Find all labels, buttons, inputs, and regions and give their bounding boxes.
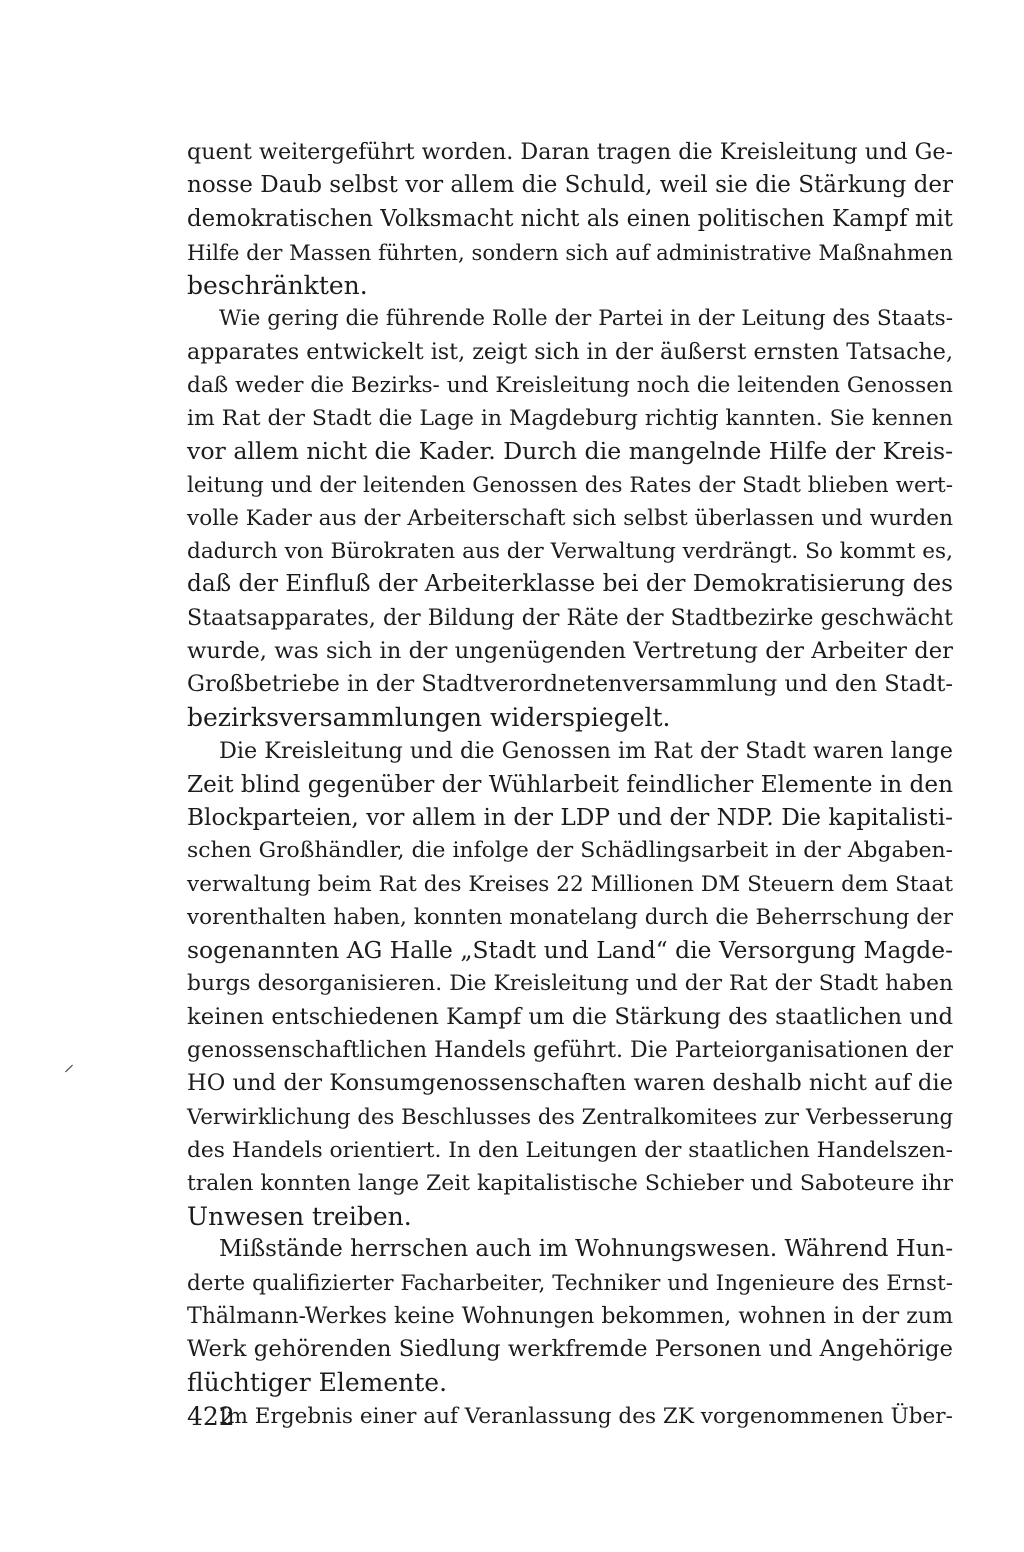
text-line: Thälmann-Werkes keine Wohnungen bekommen, wohnen in der zum [187, 1303, 953, 1329]
text-line: Unwesen treiben. [187, 1202, 412, 1231]
text-line: Verwirklichung des Beschlusses des Zentralkomitees zur Verbesserung [187, 1104, 953, 1130]
text-line: Mißstände herrschen auch im Wohnungswesen. Während Hun- [219, 1236, 954, 1263]
text-line: sogenannten AG Halle „Stadt und Land“ die Versorgung Magde- [187, 936, 953, 964]
text-line: apparates entwickelt ist, zeigt sich in der äußerst ernsten Tatsache, [187, 338, 953, 365]
text-line: Hilfe der Massen führten, sondern sich auf administrative Maßnahmen [187, 239, 954, 265]
paragraph [187, 1233, 953, 1399]
text-line: Wie gering die führende Rolle der Partei in der Leitung des Staats- [219, 306, 953, 332]
margin-pencil-mark [65, 1065, 73, 1073]
text-line: Großbetriebe in der Stadtverordnetenversammlung und den Stadt- [187, 671, 954, 697]
text-line: genossenschaftlichen Handels geführt. Die Parteiorganisationen der [187, 1037, 953, 1063]
text-line: HO und der Konsumgenossenschaften waren deshalb nicht auf die [187, 1070, 953, 1096]
text-line: Staatsapparates, der Bildung der Räte der Stadtbezirke geschwächt [187, 605, 953, 631]
text-line: daß der Einfluß der Arbeiterklasse bei der Demokratisierung des [187, 571, 953, 598]
body-text [187, 136, 953, 1433]
text-line: schen Großhändler, die infolge der Schädlingsarbeit in der Abgaben- [187, 838, 953, 864]
text-line: im Rat der Stadt die Lage in Magdeburg richtig kannten. Sie kennen [187, 406, 953, 431]
paragraph [187, 735, 953, 1234]
text-line: derte qualifizierter Facharbeiter, Techniker und Ingenieure des Ernst- [187, 1270, 953, 1296]
text-line: demokratischen Volksmacht nicht als einen politischen Kampf mit [187, 205, 953, 232]
text-line: bezirksversammlungen widerspiegelt. [187, 703, 671, 733]
text-line: Im Ergebnis einer auf Veranlassung des ZK vorgenommenen Über- [219, 1403, 953, 1429]
text-line: wurde, was sich in der ungenügenden Vertretung der Arbeiter der [187, 637, 953, 664]
text-line: des Handels orientiert. In den Leitungen der staatlichen Handelszen- [187, 1137, 953, 1163]
paragraph [187, 136, 953, 302]
text-line: nosse Daub selbst vor allem die Schuld, weil sie die Stärkung der [187, 172, 953, 199]
text-line: burgs desorganisieren. Die Kreisleitung und der Rat der Stadt haben [187, 971, 953, 997]
text-line: beschränkten. [187, 271, 368, 300]
text-line: dadurch von Bürokraten aus der Verwaltung verdrängt. So kommt es, [187, 539, 953, 564]
text-line: daß weder die Bezirks- und Kreisleitung noch die leitenden Genossen [187, 372, 953, 398]
text-line: Die Kreisleitung und die Genossen im Rat der Stadt waren lange [219, 737, 953, 764]
text-line: vor allem nicht die Kader. Durch die mangelnde Hilfe der Kreis- [187, 437, 954, 466]
text-line: leitung und der leitenden Genossen des Rates der Stadt blieben wert- [187, 472, 953, 498]
text-line: vorenthalten haben, konnten monatelang durch die Beherrschung der [187, 904, 953, 930]
text-line: flüchtiger Elemente. [187, 1368, 448, 1398]
text-line: quent weitergeführt worden. Daran tragen die Kreisleitung und Ge- [187, 139, 953, 165]
paragraph [187, 1400, 953, 1433]
text-line: keinen entschiedenen Kampf um die Stärkung des staatlichen und [187, 1003, 953, 1030]
text-line: volle Kader aus der Arbeiterschaft sich selbst überlassen und wurden [187, 505, 953, 531]
text-line: verwaltung beim Rat des Kreises 22 Millionen DM Steuern dem Staat [187, 871, 953, 897]
text-line: Zeit blind gegenüber der Wühlarbeit feindlicher Elemente in den [187, 770, 953, 798]
page-number: 422 [187, 1402, 235, 1431]
text-line: tralen konnten lange Zeit kapitalistische Schieber und Saboteure ihr [187, 1170, 953, 1196]
text-line: Werk gehörenden Siedlung werkfremde Personen und Angehörige [187, 1336, 953, 1362]
text-line: Blockparteien, vor allem in der LDP und der NDP. Die kapitalisti- [187, 804, 953, 831]
paragraph [187, 302, 953, 734]
